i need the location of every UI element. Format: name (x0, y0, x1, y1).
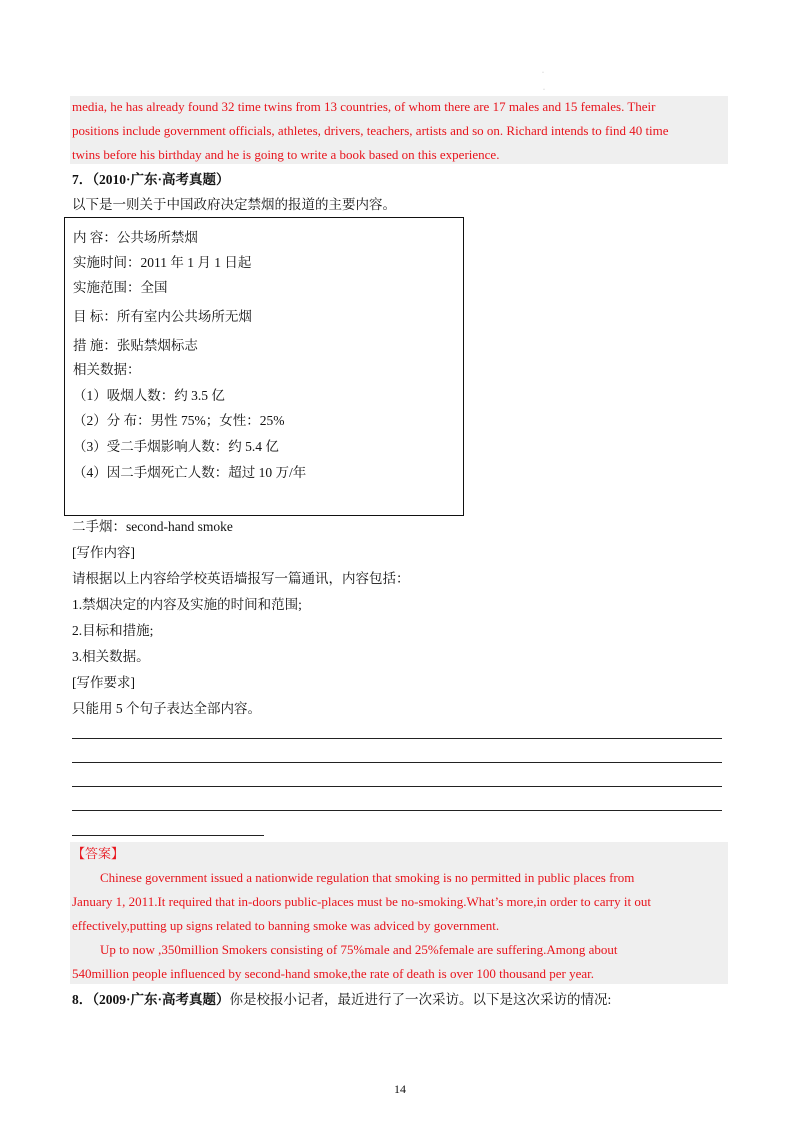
content-intro: 请根据以上内容给学校英语墙报写一篇通讯，内容包括： (72, 571, 410, 586)
requirement-heading: [写作要求] (72, 675, 135, 690)
question-8-heading (72, 988, 611, 1012)
info-row: 相关数据： (73, 362, 141, 377)
writing-line[interactable] (72, 786, 722, 787)
info-box (64, 217, 464, 516)
content-item: 2.目标和措施; (72, 623, 154, 638)
writing-line[interactable] (72, 738, 722, 739)
answer-line: January 1, 2011.It required that in-doors public-places must be no-smoking.What’s more,in order to carry it out (72, 894, 651, 909)
answer-line: Up to now ,350million Smokers consisting of 75%male and 25%female are suffering.Among about (100, 942, 618, 957)
glossary-note: 二手烟：second-hand smoke (72, 519, 233, 534)
answer-line: 540million people influenced by second-hand smoke,the rate of death is over 100 thousand per year. (72, 966, 595, 981)
writing-line-short[interactable] (72, 835, 264, 836)
requirement-text: 只能用 5 个句子表达全部内容。 (72, 701, 261, 716)
info-row: （4）因二手烟死亡人数：超过 10 万/年 (73, 465, 307, 480)
info-row: 目 标：所有室内公共场所无烟 (73, 309, 252, 324)
question-number: 7． (72, 172, 93, 187)
previous-answer-line: media, he has already found 32 time twins from 13 countries, of whom there are 17 males and 15 females. Their (72, 99, 656, 114)
answer-line: Chinese government issued a nationwide regulation that smoking is no permitted in public places from (100, 870, 635, 885)
content-item: 1.禁烟决定的内容及实施的时间和范围; (72, 597, 302, 612)
scan-mark: · (542, 70, 544, 76)
content-heading: [写作内容] (72, 545, 135, 560)
question-source: （2009·广东·高考真题） (92, 992, 230, 1007)
question-text: 你是校报小记者，最近进行了一次采访。以下是这次采访的情况: (229, 992, 612, 1007)
info-row: 实施时间：2011 年 1 月 1 日起 (73, 255, 252, 270)
previous-answer-line: twins before his birthday and he is going to write a book based on this experience. (72, 147, 500, 162)
info-row: 实施范围：全国 (73, 280, 168, 295)
question-7-heading (72, 168, 230, 192)
writing-line[interactable] (72, 810, 722, 811)
scan-mark: · (543, 87, 545, 93)
answer-line: effectively,putting up signs related to banning smoke was adviced by government. (72, 918, 500, 933)
question-number: 8． (72, 992, 93, 1007)
answer-label: 【答案】 (72, 846, 125, 861)
content-item: 3.相关数据。 (72, 649, 150, 664)
info-row: 措 施：张贴禁烟标志 (73, 338, 198, 353)
info-row: 内 容：公共场所禁烟 (73, 230, 198, 245)
page-number: 14 (394, 1082, 406, 1096)
previous-answer-line: positions include government officials, athletes, drivers, teachers, artists and so on. Richard intends to find 40 time (72, 123, 669, 138)
info-row: （2）分 布：男性 75%；女性：25% (73, 413, 285, 428)
info-row: （1）吸烟人数：约 3.5 亿 (73, 388, 225, 403)
question-source: （2010·广东·高考真题） (92, 172, 230, 187)
info-row: （3）受二手烟影响人数：约 5.4 亿 (73, 439, 279, 454)
writing-line[interactable] (72, 762, 722, 763)
question-intro: 以下是一则关于中国政府决定禁烟的报道的主要内容。 (72, 197, 396, 212)
